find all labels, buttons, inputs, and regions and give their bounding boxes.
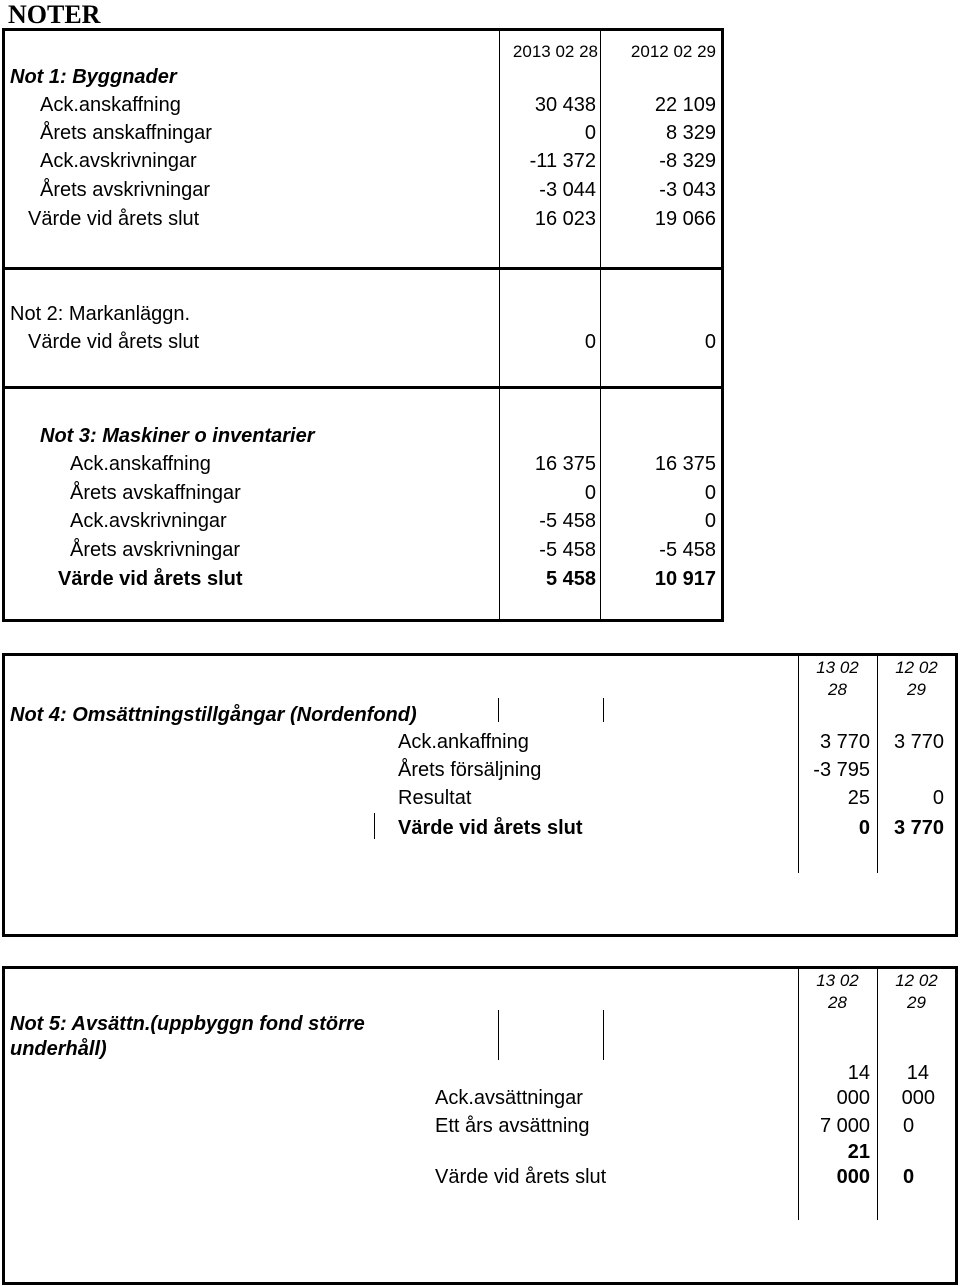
note-1-row-value: -3 044 (539, 179, 596, 201)
note-4-total-value: 3 770 (893, 817, 944, 839)
note-3-row-value: -5 458 (659, 539, 716, 561)
note-4-total-label: Värde vid årets slut (398, 817, 583, 839)
note-3-row-value: 0 (584, 482, 596, 504)
note-3-row-value: 16 375 (534, 453, 596, 475)
note-1-row-label: Ack.anskaffning (40, 94, 181, 116)
note-4-col2-date: 12 02 (895, 658, 938, 677)
note-3-row-label: Ack.avskrivningar (70, 510, 227, 532)
note-2-column-divider (600, 267, 601, 389)
note-1-row-value: 0 (584, 122, 596, 144)
note-3-row-label: Årets avskrivningar (70, 539, 241, 561)
note-4-row-value: 3 770 (893, 731, 944, 753)
note-4-tick-mark (374, 813, 375, 839)
note-5-total-label: Värde vid årets slut (435, 1166, 607, 1188)
note-1-total-label: Värde vid årets slut (28, 208, 200, 230)
note-2-heading: Not 2: Markanläggn. (10, 303, 191, 325)
note-5-total-value: 000 (836, 1166, 870, 1188)
note-1-heading: Not 1: Byggnader (10, 66, 177, 88)
note-3-row-value: 16 375 (654, 453, 716, 475)
note-5-heading: underhåll) (10, 1038, 107, 1060)
note-3-total-value: 5 458 (545, 568, 596, 590)
note-5-col2-date: 29 (907, 993, 926, 1012)
note-4-row-value: 0 (932, 787, 944, 809)
note-5-row-value: 000 (836, 1087, 870, 1109)
note-5-total-value: 0 (903, 1166, 915, 1188)
note-5-row-label: Ack.avsättningar (435, 1087, 583, 1109)
note-4-row-label: Resultat (398, 787, 472, 809)
note-5-tick-mark (498, 1010, 499, 1060)
note-5-col1-date: 13 02 (816, 971, 859, 990)
note-4-column-divider (877, 653, 878, 873)
note-4-col2-date: 29 (907, 680, 926, 699)
note-3-total-label: Värde vid årets slut (58, 568, 243, 590)
note-4-col1-date: 13 02 (816, 658, 859, 677)
note-1-col1-date: 2013 02 28 (512, 42, 598, 61)
note-5-total-value: 21 (847, 1141, 870, 1163)
note-4-row-value: -3 795 (813, 759, 870, 781)
note-1-row-label: Årets anskaffningar (40, 122, 212, 144)
note-5-col2-date: 12 02 (895, 971, 938, 990)
note-5-row-value: 14 (906, 1062, 929, 1084)
note-5-col1-date: 28 (828, 993, 847, 1012)
note-4-col1-date: 28 (828, 680, 847, 699)
note-1-col2-date: 2012 02 29 (630, 42, 716, 61)
note-4-heading: Not 4: Omsättningstillgångar (Nordenfond) (10, 704, 417, 726)
note-1-row-value: -3 043 (659, 179, 716, 201)
note-3-row-value: 0 (704, 510, 716, 532)
note-1-total-value: 16 023 (534, 208, 596, 230)
note-5-row-value: 7 000 (819, 1115, 870, 1137)
note-2-box (2, 267, 724, 389)
note-1-row-label: Årets avskrivningar (40, 179, 211, 201)
note-4-row-label: Årets försäljning (398, 759, 542, 781)
note-3-row-value: -5 458 (539, 539, 596, 561)
note-2-column-divider (499, 267, 500, 389)
note-3-row-label: Årets avskaffningar (70, 482, 241, 504)
note-1-row-value: 22 109 (654, 94, 716, 116)
note-3-heading: Not 3: Maskiner o inventarier (40, 425, 315, 447)
note-4-row-label: Ack.ankaffning (398, 731, 529, 753)
note-3-row-label: Ack.anskaffning (70, 453, 211, 475)
note-5-row-value: 000 (901, 1087, 935, 1109)
note-2-total-value: 0 (704, 331, 716, 353)
note-2-total-label: Värde vid årets slut (28, 331, 200, 353)
note-5-row-value: 14 (847, 1062, 870, 1084)
page-title: NOTER (8, 0, 101, 29)
note-4-row-value: 25 (847, 787, 870, 809)
note-5-row-label: Ett års avsättning (435, 1115, 590, 1137)
note-4-tick-mark (603, 698, 604, 722)
note-4-total-value: 0 (858, 817, 870, 839)
note-4-tick-mark (498, 698, 499, 722)
note-1-row-value: 8 329 (665, 122, 716, 144)
note-1-total-value: 19 066 (654, 208, 716, 230)
note-3-row-value: 0 (704, 482, 716, 504)
note-5-row-value: 0 (903, 1115, 915, 1137)
note-1-row-value: -8 329 (659, 150, 716, 172)
note-1-row-value: -11 372 (529, 150, 596, 172)
note-3-total-value: 10 917 (654, 568, 716, 590)
note-5-tick-mark (603, 1010, 604, 1060)
note-1-row-value: 30 438 (534, 94, 596, 116)
note-3-row-value: -5 458 (539, 510, 596, 532)
note-2-total-value: 0 (584, 331, 596, 353)
note-4-row-value: 3 770 (819, 731, 870, 753)
note-1-row-label: Ack.avskrivningar (40, 150, 197, 172)
note-5-heading: Not 5: Avsättn.(uppbyggn fond större (10, 1013, 365, 1035)
